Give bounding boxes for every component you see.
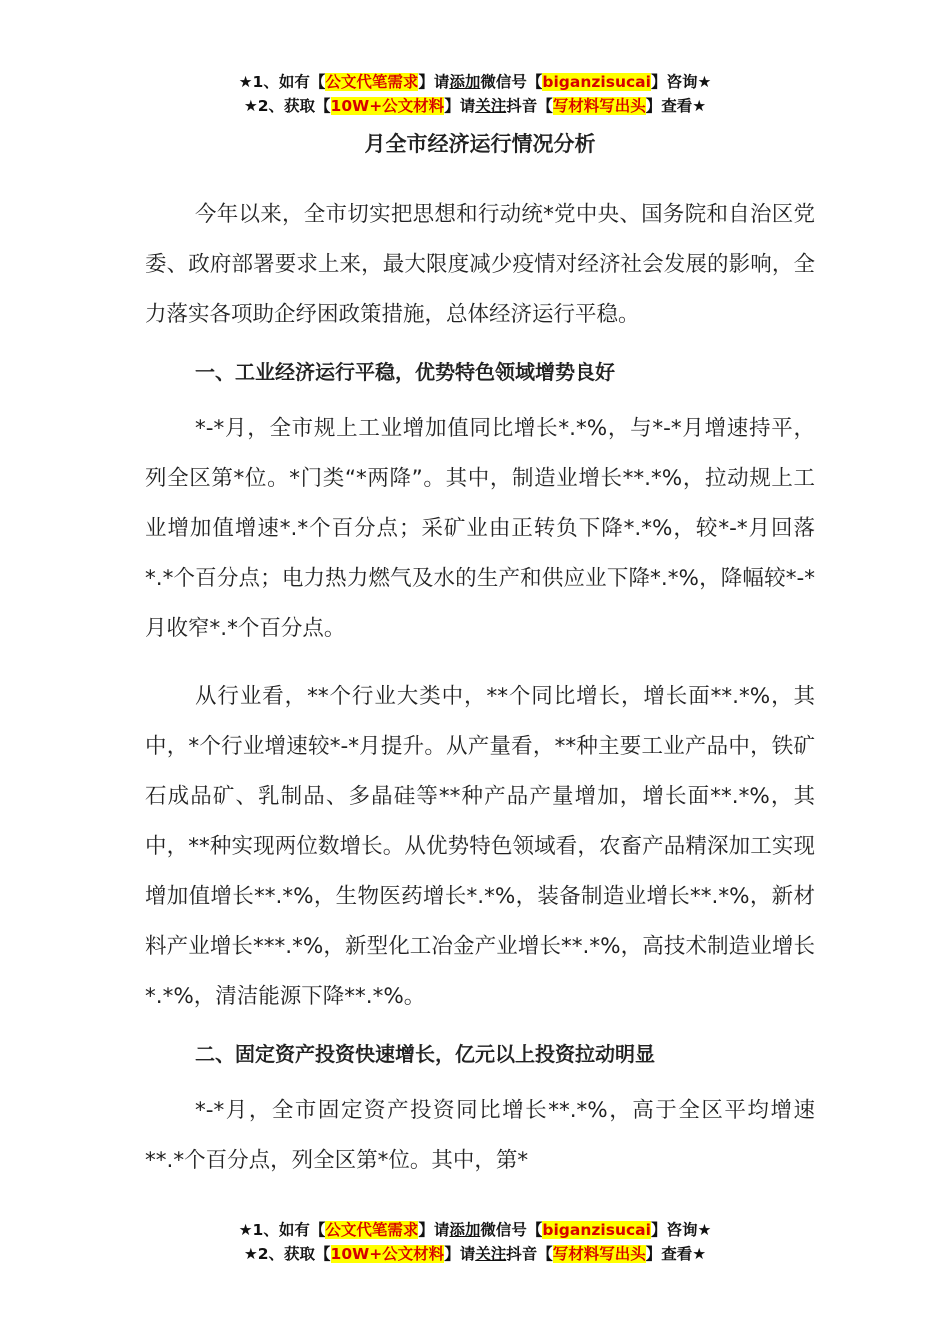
promo-underline: 关注 (475, 1245, 507, 1263)
promo-highlight: 公文代笔需求 (325, 1221, 419, 1239)
promo-text: ★1、如有【 (238, 73, 326, 91)
promo-text: ★1、如有【 (238, 1221, 326, 1239)
promo-highlight: 10W+公文材料 (330, 1245, 445, 1263)
section-2-paragraph-1: *-*月，全市固定资产投资同比增长**.*%，高于全区平均增速**.*个百分点，列全区第*位。其中，第* (145, 1098, 815, 1173)
promo-text: 】请 (418, 73, 450, 91)
promo-highlight: 公文代笔需求 (325, 73, 419, 91)
promo-text: 】咨询★ (650, 73, 712, 91)
promo-banner-bottom (0, 1218, 950, 1266)
promo-text: 抖音【 (506, 97, 553, 115)
intro-paragraph: 今年以来，全市切实把思想和行动统*党中央、国务院和自治区党委、政府部署要求上来，最大限度减少疫情对经济社会发展的影响，全力落实各项助企纾困政策措施，总体经济运行平稳。 (145, 202, 815, 327)
promo-highlight: biganzisucai (542, 73, 651, 91)
promo-line-2 (0, 1242, 950, 1266)
document-body (145, 128, 815, 1186)
promo-text: 微信号【 (480, 1221, 543, 1239)
section-1-paragraph-2: 从行业看，**个行业大类中，**个同比增长，增长面**.*%，其中，*个行业增速较*-*月提升。从产量看，**种主要工业产品中，铁矿石成品矿、乳制品、多晶硅等**种产品产量增加，增长面**.*%，其中，**种实现两位数增长。从优势特色领域看，农畜产品精深加工实现增加值增长**.*%，生物医药增长*.*%，装备制造业增长**.*%，新材料产业增长***.*%，新型化工冶金产业增长**.*%，高技术制造业增长*.*%，清洁能源下降**.*%。 (145, 684, 815, 1009)
section-1-paragraph-1: *-*月，全市规上工业增加值同比增长*.*%，与*-*月增速持平，列全区第*位。*门类“*两降”。其中，制造业增长**.*%，拉动规上工业增加值增速*.*个百分点；采矿业由正转负下降*.*%，较*-*月回落*.*个百分点；电力热力燃气及水的生产和供应业下降*.*%，降幅较*-*月收窄*.*个百分点。 (145, 416, 815, 641)
promo-text: 抖音【 (506, 1245, 553, 1263)
promo-line-1 (0, 70, 950, 94)
promo-text: 】咨询★ (650, 1221, 712, 1239)
promo-underline: 关注 (475, 97, 507, 115)
promo-text: 】请 (444, 97, 476, 115)
promo-text: ★2、获取【 (243, 1245, 331, 1263)
promo-banner-top (0, 70, 950, 118)
promo-text: 微信号【 (480, 73, 543, 91)
promo-text: 】请 (444, 1245, 476, 1263)
promo-highlight: 10W+公文材料 (330, 97, 445, 115)
promo-underline: 添加 (449, 73, 481, 91)
promo-highlight: biganzisucai (542, 1221, 651, 1239)
promo-text: 】查看★ (645, 1245, 707, 1263)
promo-line-2 (0, 94, 950, 118)
promo-highlight: 写材料写出头 (552, 1245, 646, 1263)
promo-text: 】请 (418, 1221, 450, 1239)
section-1-heading: 一、工业经济运行平稳，优势特色领域增势良好 (195, 360, 615, 384)
promo-text: ★2、获取【 (243, 97, 331, 115)
promo-text: 】查看★ (645, 97, 707, 115)
section-2-heading: 二、固定资产投资快速增长，亿元以上投资拉动明显 (195, 1042, 655, 1066)
promo-line-1 (0, 1218, 950, 1242)
promo-highlight: 写材料写出头 (552, 97, 646, 115)
document-title: 月全市经济运行情况分析 (364, 132, 596, 156)
promo-underline: 添加 (449, 1221, 481, 1239)
